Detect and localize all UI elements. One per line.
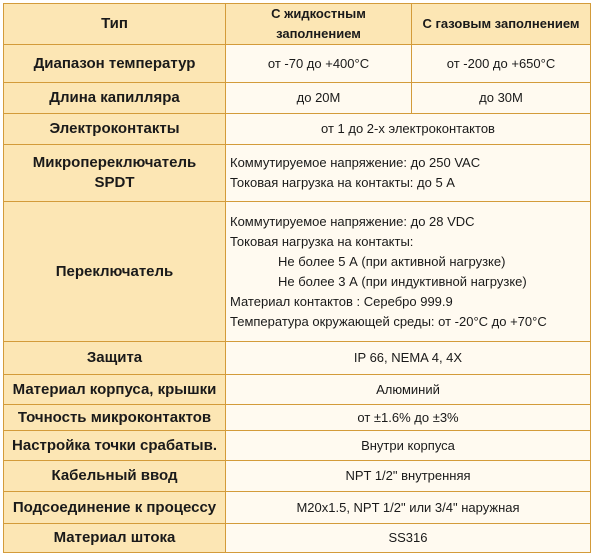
header-type-label: Тип [4, 4, 226, 45]
switch-current-inductive: Не более 3 А (при индуктивной нагрузке) [278, 273, 527, 289]
table-row-cable [4, 461, 591, 492]
housing-value: Алюминий [226, 375, 591, 405]
contacts-label: Электроконтакты [4, 114, 226, 145]
temp-range-label: Диапазон температур [4, 45, 226, 83]
capillary-gas: до 30М [412, 83, 591, 114]
switch-contact-material: Материал контактов : Серебро 999.9 [230, 293, 453, 309]
capillary-liquid: до 20М [226, 83, 412, 114]
table-row-switch [4, 202, 591, 342]
microswitch-label-line2: SPDT [94, 174, 135, 191]
housing-label: Материал корпуса, крышки [4, 375, 226, 405]
spec-table [3, 3, 591, 553]
header-gas-filled: С газовым заполнением [412, 4, 591, 45]
temp-range-gas: от -200 до +650°С [412, 45, 591, 83]
cable-label: Кабельный ввод [4, 461, 226, 492]
table-row-setpoint [4, 431, 591, 461]
switch-ambient-temp: Температура окружающей среды: от -20°С до +70°С [230, 313, 547, 329]
table-row-housing [4, 375, 591, 405]
table-row-capillary [4, 83, 591, 114]
accuracy-label: Точность микроконтактов [4, 405, 226, 431]
microswitch-label-line1: Микропереключатель [32, 154, 197, 171]
microswitch-current: Токовая нагрузка на контакты: до 5 А [230, 175, 455, 190]
connection-label: Подсоединение к процессу [4, 492, 226, 524]
switch-voltage: Коммутируемое напряжение: до 28 VDC [230, 213, 475, 229]
capillary-label: Длина капилляра [4, 83, 226, 114]
protection-value: IP 66, NEMA 4, 4X [226, 342, 591, 375]
table-row-temp-range [4, 45, 591, 83]
table-row-protection [4, 342, 591, 375]
table-row-accuracy [4, 405, 591, 431]
protection-label: Защита [4, 342, 226, 375]
stem-label: Материал штока [4, 524, 226, 553]
table-row-connection [4, 492, 591, 524]
temp-range-liquid: от -70 до +400°С [226, 45, 412, 83]
microswitch-voltage: Коммутируемое напряжение: до 250 VAC [230, 155, 481, 170]
switch-label: Переключатель [4, 202, 226, 342]
switch-value [226, 202, 591, 342]
setpoint-value: Внутри корпуса [226, 431, 591, 461]
microswitch-value [226, 145, 591, 202]
stem-value: SS316 [226, 524, 591, 553]
switch-current-active: Не более 5 А (при активной нагрузке) [278, 253, 506, 269]
table-row-microswitch [4, 145, 591, 202]
switch-current-title: Токовая нагрузка на контакты: [230, 233, 414, 249]
table-row-stem [4, 524, 591, 553]
table-row-header [4, 4, 591, 45]
cable-value: NPT 1/2" внутренняя [226, 461, 591, 492]
header-liquid-filled: С жидкостным заполнением [226, 4, 412, 45]
setpoint-label: Настройка точки срабатыв. [4, 431, 226, 461]
contacts-value: от 1 до 2-х электроконтактов [226, 114, 591, 145]
table-row-contacts [4, 114, 591, 145]
accuracy-value: от ±1.6% до ±3% [226, 405, 591, 431]
connection-value: M20x1.5, NPT 1/2" или 3/4" наружная [226, 492, 591, 524]
microswitch-label [4, 145, 226, 202]
